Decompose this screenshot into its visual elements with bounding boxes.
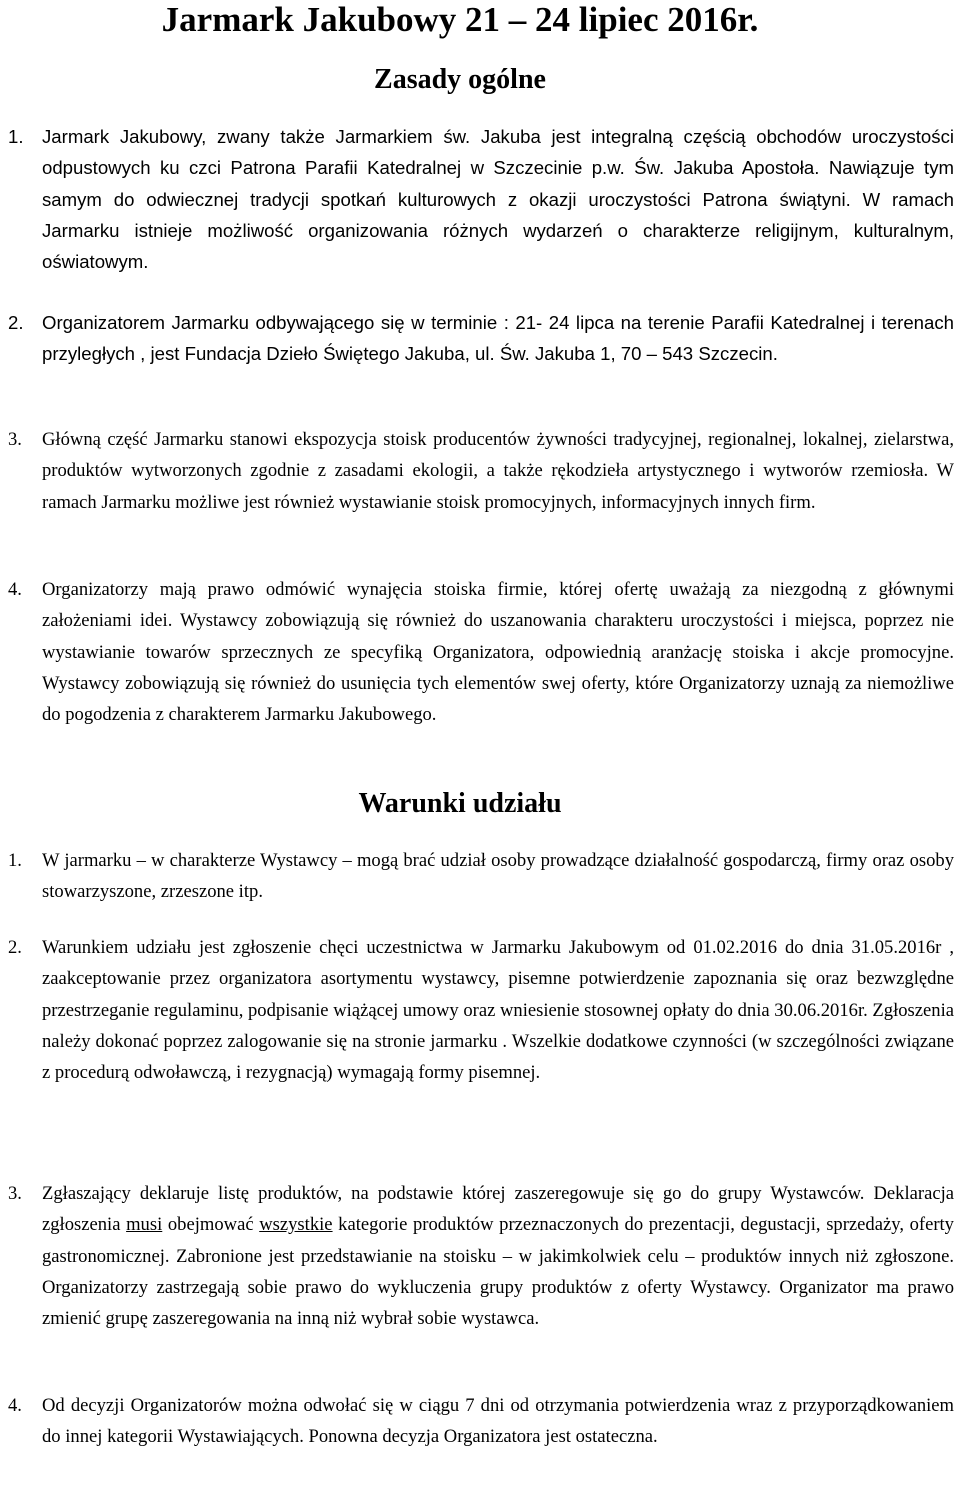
- document-title: Jarmark Jakubowy 21 – 24 lipiec 2016r.: [161, 0, 759, 39]
- item-number: 1.: [8, 126, 24, 147]
- item-number: 3.: [8, 429, 22, 450]
- list-item: [8, 574, 954, 730]
- item-number: 4.: [8, 579, 22, 600]
- list-item: [8, 1390, 954, 1453]
- item-text: Organizatorzy mają prawo odmówić wynajęcia stoiska firmie, której ofertę uważają za niezgodną z głównymi założeniami idei. Wystawcy zobowiązują się również do uszanowania charakteru uroczystości i miejsca, poprzez nie wystawianie towarów sprzecznych ze specyfiką Organizatora, odpowiednią aranżację stoiska i akcje promocyjne. Wystawcy zobowiązują się również do usunięcia tych elementów swej oferty, które Organizatorzy uznają za niemożliwe do pogodzenia z charakterem Jarmarku Jakubowego.: [42, 579, 954, 726]
- list-item: [8, 307, 954, 370]
- item-text: Organizatorem Jarmarku odbywającego się w terminie : 21- 24 lipca na terenie Parafii Katedralnej i terenach przyległych , jest Fundacja Dzieło Świętego Jakuba, ul. Św. Jakuba 1, 70 – 543 Szczecin.: [42, 312, 954, 365]
- text-run: obejmować: [162, 1214, 260, 1236]
- list-item: [8, 932, 954, 1088]
- list-item: [8, 121, 954, 277]
- underlined-word: wszystkie: [259, 1214, 333, 1236]
- item-number: 2.: [8, 937, 22, 958]
- list-item: [8, 845, 954, 908]
- item-number: 1.: [8, 850, 22, 871]
- item-text: Warunkiem udziału jest zgłoszenie chęci uczestnictwa w Jarmarku Jakubowym od 01.02.2016 do dnia 31.05.2016r , zaakceptowanie przez organizatora asortymentu wystawcy, pisemne potwierdzenie zapoznania się oraz bezwzględne przestrzeganie regulaminu, podpisanie wiążącej umowy oraz wniesienie stosownej opłaty do dnia 30.06.2016r. Zgłoszenia należy dokonać poprzez zalogowanie się na stronie jarmarku . Wszelkie dodatkowe czynności (w szczególności związane z procedurą odwoławczą, i rezygnacją) wymagają formy pisemnej.: [42, 937, 954, 1084]
- underlined-word: musi: [126, 1214, 163, 1236]
- item-number: 4.: [8, 1395, 22, 1416]
- item-text: [42, 1178, 954, 1334]
- text-run: Zgłaszający deklaruje listę produktów, na podstawie której zaszeregowuje się go do grupy Wystawców. Deklaracja zgłoszenia: [42, 1183, 954, 1236]
- text-run: kategorie produktów przeznaczonych do prezentacji, degustacji, sprzedaży, oferty gastronomicznej. Zabronione jest przedstawianie na stoisku – w jakimkolwiek celu – produktów innych niż zgłoszone. Organizatorzy zastrzegają sobie prawo do wykluczenia grupy produktów z oferty Wystawcy. Organizator ma prawo zmienić grupę zaszeregowania na inną niż wybrał sobie wystawca.: [42, 1214, 954, 1330]
- item-text: Jarmark Jakubowy, zwany także Jarmarkiem św. Jakuba jest integralną częścią obchodów uroczystości odpustowych ku czci Patrona Parafii Katedralnej w Szczecinie p.w. Św. Jakuba Apostoła. Nawiązuje tym samym do odwiecznej tradycji spotkań kulturowych z okazji uroczystości Patrona świątyni. W ramach Jarmarku istnieje możliwość organizowania różnych wydarzeń o charakterze religijnym, kulturalnym, oświatowym.: [42, 126, 954, 273]
- item-text: Od decyzji Organizatorów można odwołać się w ciągu 7 dni od otrzymania potwierdzenia wraz z przyporządkowaniem do innej kategorii Wystawiających. Ponowna decyzja Organizatora jest ostateczna.: [42, 1395, 954, 1448]
- list-item: [8, 424, 954, 518]
- item-text: W jarmarku – w charakterze Wystawcy – mogą brać udział osoby prowadzące działalność gospodarczą, firmy oraz osoby stowarzyszone, zrzeszone itp.: [42, 850, 954, 903]
- item-number: 2.: [8, 312, 24, 333]
- list-item: [8, 1178, 954, 1334]
- item-number: 3.: [8, 1183, 22, 1204]
- item-text: Główną część Jarmarku stanowi ekspozycja stoisk producentów żywności tradycyjnej, regionalnej, lokalnej, zielarstwa, produktów wytworzonych zgodnie z zasadami ekologii, a także rękodzieła artystycznego i wytworów rzemiosła. W ramach Jarmarku możliwe jest również wystawianie stoisk promocyjnych, informacyjnych innych firm.: [42, 429, 954, 513]
- section-heading-general-rules: Zasady ogólne: [374, 64, 546, 95]
- section-heading-participation-conditions: Warunki udziału: [358, 788, 562, 819]
